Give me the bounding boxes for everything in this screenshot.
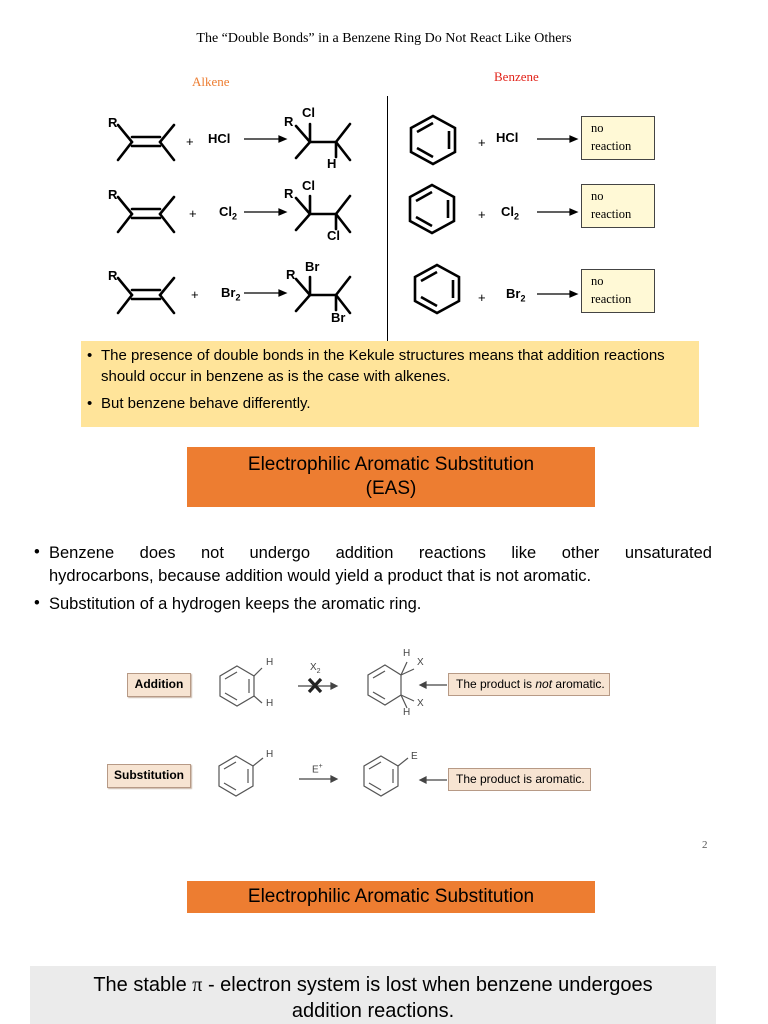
reagent-label: HCl <box>496 130 519 145</box>
pi-statement-box: The stable π - electron system is lost when benzene undergoes addition reactions. <box>30 966 716 1024</box>
hydrogen-label: H <box>266 749 274 760</box>
note-bullet: • But benzene behave differently. <box>87 395 311 412</box>
reagent-label: $Br_2$ <box>506 286 526 304</box>
product-halogen-label: Cl <box>302 105 315 120</box>
addition-product-ring <box>368 662 414 708</box>
eas-bullet-list <box>34 542 712 616</box>
product-halogen-label: Br <box>305 259 320 274</box>
product-substituent-label: R <box>284 186 294 201</box>
no-reaction-box: no reaction <box>581 269 655 313</box>
alkene-reactant-structure <box>118 125 174 160</box>
reagent-label: $X_2$ <box>310 662 321 675</box>
addition-product-note: The product is not aromatic. <box>448 673 610 696</box>
electrophile-label: E <box>411 751 418 762</box>
addition-product-structure <box>296 277 350 313</box>
addition-reactant-ring <box>220 666 262 706</box>
plus-sign: + <box>189 206 197 221</box>
plus-sign: + <box>478 135 486 150</box>
alkene-column-label: Alkene <box>192 74 230 89</box>
benzene-ring-structure <box>410 185 454 233</box>
reagent-label: $Cl_2$ <box>219 204 238 222</box>
reagent-label: $Cl_2$ <box>501 204 520 222</box>
reagent-label: $Br_2$ <box>221 285 241 303</box>
product-substituent-label: R <box>286 267 296 282</box>
plus-sign: + <box>186 134 194 149</box>
substitution-product-note: The product is aromatic. <box>448 768 591 791</box>
plus-sign: + <box>478 290 486 305</box>
hydrogen-label: H <box>266 698 274 709</box>
benzene-column-label: Benzene <box>494 69 539 84</box>
pi-symbol: π <box>192 974 203 996</box>
eas-header-2: Electrophilic Aromatic Substitution <box>187 881 595 913</box>
x-label: X <box>417 698 424 709</box>
product-halogen-label: Br <box>331 310 346 325</box>
slide-title: The “Double Bonds” in a Benzene Ring Do Not React Like Others <box>196 31 572 46</box>
product-substituent-label: R <box>284 114 294 129</box>
product-hydrogen-label: H <box>327 156 337 171</box>
substituent-label: R <box>108 187 118 202</box>
substitution-reactant-ring <box>219 756 263 796</box>
addition-product-structure <box>296 124 350 160</box>
page-number: 2 <box>702 839 708 851</box>
substituent-label: R <box>108 268 118 283</box>
hydrogen-label: H <box>403 707 411 718</box>
benzene-ring-structure <box>415 265 459 313</box>
addition-tag: Addition <box>127 673 191 697</box>
alkene-reactant-structure <box>118 278 174 313</box>
eas-bullet: • Benzene does not undergo addition reactions like other unsaturated hydrocarbons, because addition would yield a product that is not aromatic. <box>34 543 712 585</box>
benzene-ring-structure <box>411 116 455 164</box>
plus-sign: + <box>478 207 486 222</box>
substituent-label: R <box>108 115 118 130</box>
reagent-label: HCl <box>208 131 231 146</box>
x-label: X <box>417 657 424 668</box>
addition-product-structure <box>296 196 350 232</box>
no-reaction-box: no reaction <box>581 116 655 160</box>
product-halogen-label: Cl <box>327 228 340 243</box>
kekule-note-box <box>81 341 699 427</box>
substitution-tag: Substitution <box>107 764 191 788</box>
eas-header: Electrophilic Aromatic Substitution (EAS) <box>187 447 595 507</box>
substitution-product-ring <box>364 756 408 796</box>
plus-sign: + <box>191 287 199 302</box>
note-bullet: • The presence of double bonds in the Kekule structures means that addition reactions should occur in benzene as is the case with alkenes. <box>87 347 665 385</box>
eas-bullet: • Substitution of a hydrogen keeps the aromatic ring. <box>34 594 422 613</box>
electrophile-label: E+ <box>312 763 323 776</box>
hydrogen-label: H <box>403 648 411 659</box>
product-halogen-label: Cl <box>302 178 315 193</box>
hydrogen-label: H <box>266 657 274 668</box>
alkene-reactant-structure <box>118 197 174 232</box>
no-reaction-box: no reaction <box>581 184 655 228</box>
